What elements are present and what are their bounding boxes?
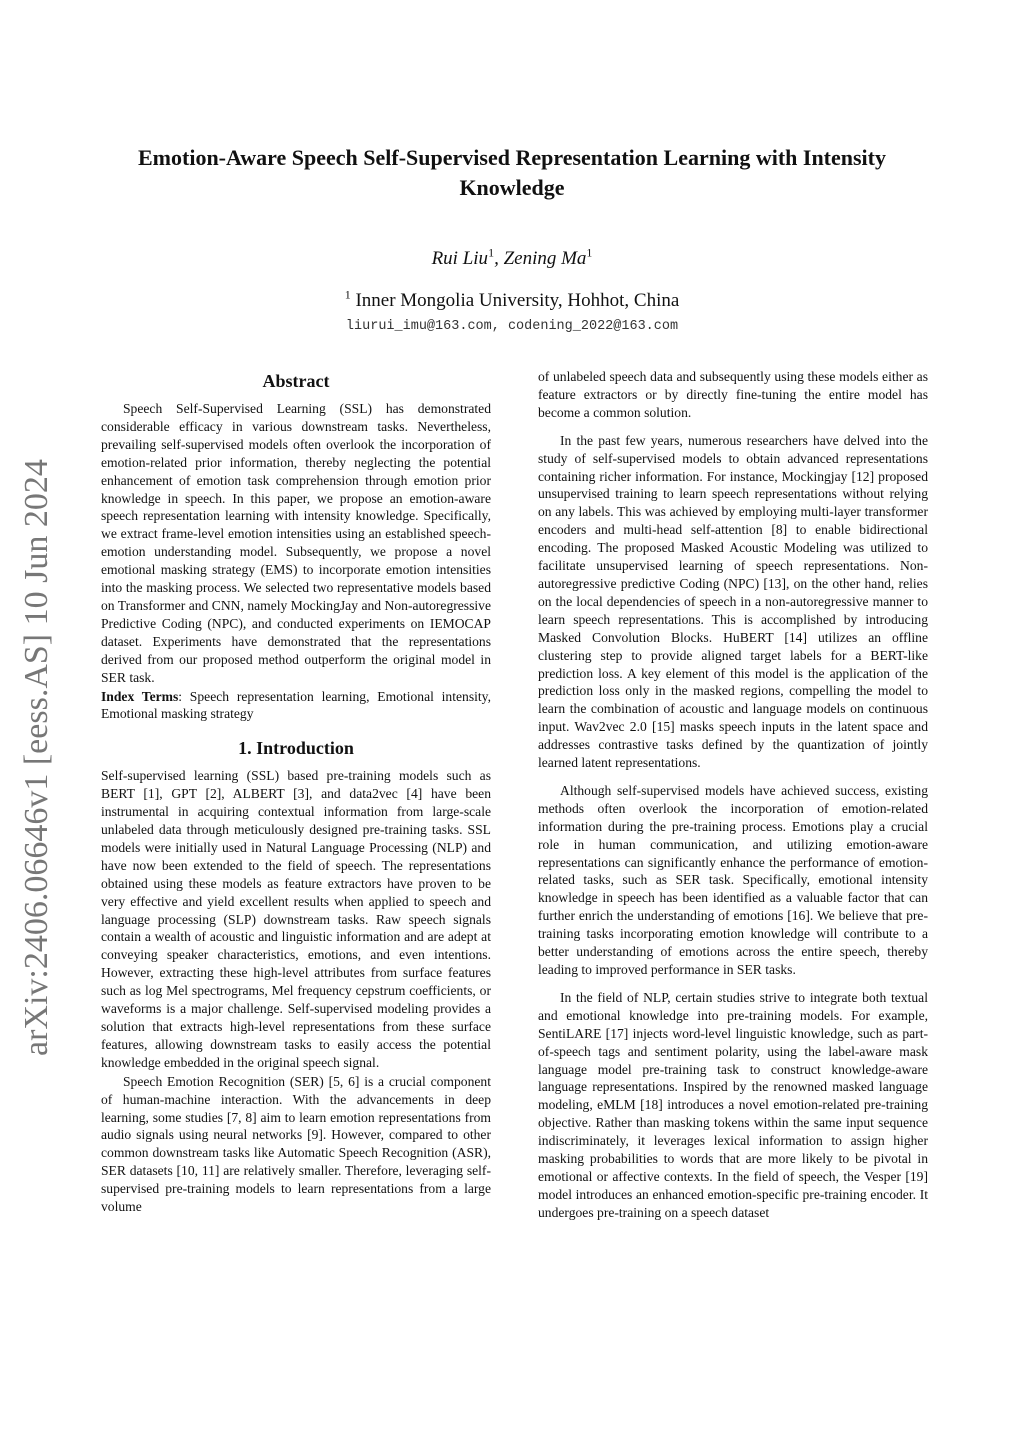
- intro-paragraph: Self-supervised learning (SSL) based pre-training models such as BERT [1], GPT [2], ALBERT [3], and data2vec [4] have been instrumental in acquiring contextual information from large-scale unlabeled data through meticulously designed pre-training tasks. SSL models were initially used in Natural Language Processing (NLP) and have now been extended to the field of speech. The representations obtained using these models as feature extractors have proven to be very effective and yield excellent results when applied to speech and language processing (SLP) downstream tasks. Raw speech signals contain a wealth of acoustic and linguistic information and are adept at conveying speaker characteristics, emotions, and even intentions. However, extracting these high-level attributes from surface features such as log Mel spectrograms, Mel frequency cepstrum coefficients, or waveforms is a major challenge. Self-supervised modeling provides a solution that extracts high-level representations from these surface features, allowing downstream tasks to easily access the potential knowledge embedded in the original speech signal.: [101, 768, 491, 1070]
- affiliation: [0, 287, 1024, 315]
- affiliation-text: Inner Mongolia University, Hohhot, China: [350, 290, 680, 311]
- author-name: Rui Liu: [431, 248, 489, 269]
- introduction-heading: 1. Introduction: [238, 738, 354, 759]
- index-terms-label: Index Terms: [101, 688, 179, 704]
- arxiv-identifier-stamp: arXiv:2406.06646v1 [eess.AS] 10 Jun 2024: [18, 459, 55, 1057]
- abstract-body: Speech Self-Supervised Learning (SSL) has demonstrated considerable efficacy in various downstream tasks. Nevertheless, prevailing self-supervised models often overlook the incorporation of emotion-related prior information, thereby neglecting the potential enhancement of emotion task comprehension through emotion prior knowledge in speech. In this paper, we propose an emotion-aware speech representation learning with intensity knowledge. Specifically, we extract frame-level emotion intensities using an established speech-emotion understanding model. Subsequently, we propose a novel emotional masking strategy (EMS) to incorporate emotion intensities into the masking process. We selected two representative models based on Transformer and CNN, namely MockingJay and Non-autoregressive Predictive Coding (NPC), and conducted experiments on IEMOCAP dataset. Experiments have demonstrated that the representations derived from our proposed method outperform the original model in SER task.: [101, 401, 491, 685]
- author-list: [0, 245, 1024, 273]
- intro-paragraph: of unlabeled speech data and subsequently using these models either as feature extractors or by directly fine-tuning the entire model has become a common solution.: [538, 369, 928, 420]
- index-terms-text: : Speech representation learning, Emotional intensity, Emotional masking strategy: [101, 688, 491, 722]
- index-terms: [101, 688, 491, 724]
- left-column: [101, 368, 491, 1216]
- abstract-heading: Abstract: [262, 371, 330, 391]
- affiliation-mark: 1: [344, 287, 351, 302]
- affiliation-mark: 1: [488, 245, 495, 260]
- intro-paragraph: In the past few years, numerous researchers have delved into the study of self-supervised models to obtain advanced representations containing richer information. For instance, Mockingjay [12] proposed unsupervised training to learn speech representations without relying on any labels. This was achieved by employing multi-layer transformer encoders and multi-head self-attention [8] to enable bidirectional encoding. The proposed Masked Acoustic Modeling was utilized to facilitate unsupervised learning of speech representations. Non-autoregressive predictive Coding (NPC) [13], on the other hand, relies on the local dependencies of speech in a non-autoregressive manner to learn speech representations. This is accomplished by introducing Masked Convolution Blocks. HuBERT [14] utilizes an offline clustering step to provide aligned target labels for a BERT-like prediction loss. A key element of this model is the application of the prediction loss only in the masked regions, compelling the model to learn the combination of acoustic and language models on continuous input. Wav2vec 2.0 [15] masks speech inputs in the latent space and addresses contrastive tasks defined by the quantization of jointly learned latent representations.: [538, 432, 928, 771]
- author-separator: ,: [494, 248, 504, 269]
- author-emails: liurui_imu@163.com, codening_2022@163.com: [345, 319, 679, 334]
- paper-title: Emotion-Aware Speech Self-Supervised Representation Learning with Intensity Knowledge: [138, 145, 886, 200]
- intro-paragraph: Although self-supervised models have achieved success, existing methods often overlook the incorporation of emotion-related information during the pre-training process. Emotions play a crucial role in human communication, and utilizing emotion-aware representations can significantly enhance the performance of emotion-related tasks, such as SER task. Specifically, emotional intensity knowledge in speech has been identified as a valuable factor that can further enrich the understanding of emotions [16]. We believe that pre-training tasks incorporating emotion knowledge will contribute to a better understanding of emotions across the entire speech, thereby leading to improved performance in SER tasks.: [538, 782, 928, 977]
- right-column: [538, 368, 928, 1222]
- affiliation-mark: 1: [586, 245, 593, 260]
- author-name: Zening Ma: [503, 248, 587, 269]
- intro-paragraph: In the field of NLP, certain studies strive to integrate both textual and emotional knowledge into pre-training models. For example, SentiLARE [17] injects word-level linguistic knowledge, such as part-of-speech tags and sentiment polarity, using the label-aware mask language model pre-training task to construct knowledge-aware language representations. Inspired by the renowned masked language modeling, eMLM [18] introduces a novel emotion-related pre-training objective. Rather than masking tokens within the same input sequence indiscriminately, it leverages lexical information to assign higher masking probabilities to words that are more likely to be pivotal in emotional or affective contexts. In the field of speech, the Vesper [19] model introduces an enhanced emotion-specific pre-training encoder. It undergoes pre-training on a speech dataset: [538, 989, 928, 1220]
- intro-paragraph: Speech Emotion Recognition (SER) [5, 6] is a crucial component of human-machine interaction. With the advancements in deep learning, some studies [7, 8] aim to learn emotion representations from audio signals using neural networks [9]. However, compared to other common downstream tasks like Automatic Speech Recognition (ASR), SER datasets [10, 11] are relatively smaller. Therefore, leveraging self-supervised pre-training models to learn representations from a large volume: [101, 1073, 491, 1215]
